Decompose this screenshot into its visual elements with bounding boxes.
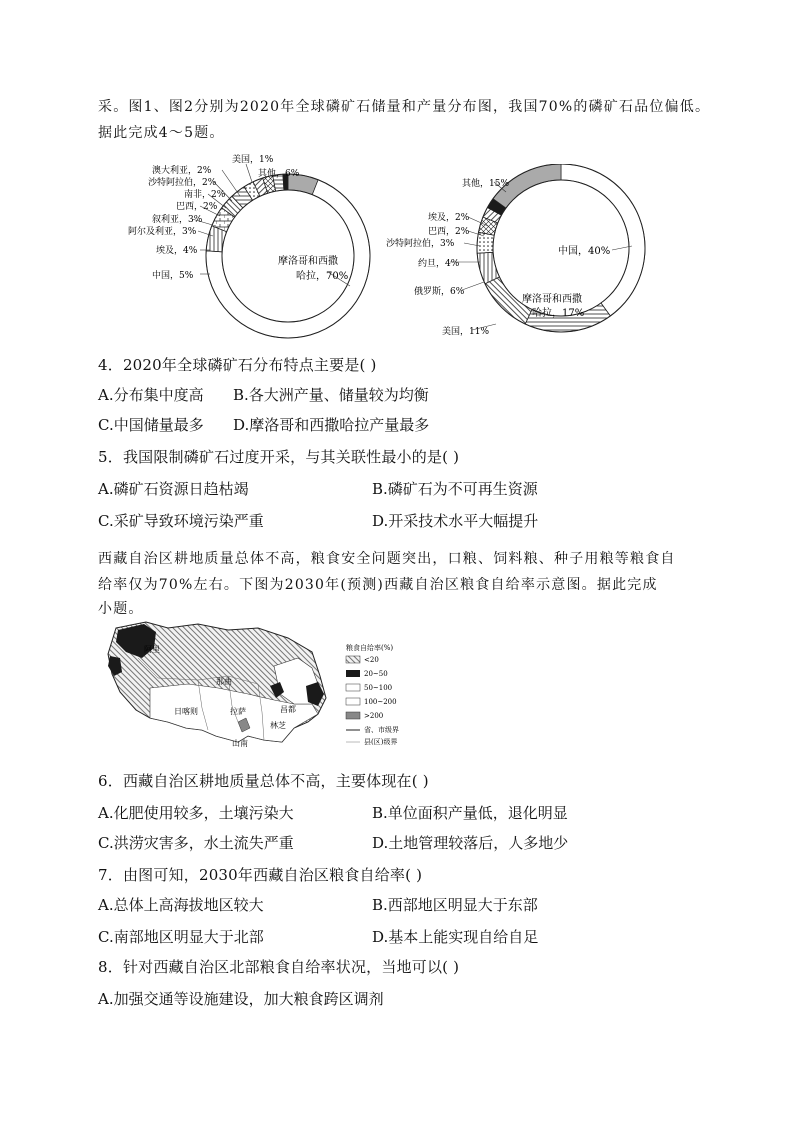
question-7-stem: 7．由图可知，2030年西藏自治区粮食自给率( )	[98, 866, 423, 884]
label-morocco-production-1: 摩洛哥和西撒	[522, 294, 582, 305]
q7-option-b[interactable]: B.西部地区明显大于东部	[372, 896, 538, 914]
q6-option-b[interactable]: B.单位面积产量低，退化明显	[372, 804, 568, 822]
intro-2-line-3: 小题。	[98, 601, 144, 617]
q5-option-a[interactable]: A.磷矿石资源日趋枯竭	[98, 480, 249, 498]
q5-option-b[interactable]: B.磷矿石为不可再生资源	[372, 480, 538, 498]
q7-option-c[interactable]: C.南部地区明显大于北部	[98, 928, 264, 946]
legend-swatch-lt20	[346, 656, 360, 663]
legend-province-border: 省、市级界	[364, 726, 399, 734]
q5-option-d[interactable]: D.开采技术水平大幅提升	[372, 512, 539, 530]
map-legend	[346, 643, 399, 746]
label-morocco-reserves-1: 摩洛哥和西撒	[278, 256, 338, 267]
label-brazil-production: 巴西，2%	[428, 227, 470, 237]
label-usa-reserves: 美国，1%	[232, 155, 274, 165]
q7-option-a[interactable]: A.总体上高海拔地区较大	[98, 896, 264, 914]
place-changdu: 昌都	[280, 705, 296, 714]
place-ali: 阿里	[144, 645, 160, 654]
legend-gt200: >200	[364, 712, 384, 720]
label-saudi-production: 沙特阿拉伯，3%	[386, 239, 455, 249]
label-usa-production: 美国，11%	[442, 327, 490, 337]
label-china-production: 中国，40%	[558, 246, 611, 257]
q4-option-c[interactable]: C.中国储量最多	[98, 416, 204, 434]
label-egypt-production: 埃及，2%	[428, 213, 470, 223]
q5-option-c[interactable]: C.采矿导致环境污染严重	[98, 512, 264, 530]
q6-option-a[interactable]: A.化肥使用较多，土壤污染大	[98, 804, 294, 822]
question-8-stem: 8．针对西藏自治区北部粮食自给率状况，当地可以( )	[98, 958, 460, 976]
label-egypt-reserves: 埃及，4%	[156, 246, 198, 256]
label-morocco-production-2: 哈拉，17%	[532, 308, 585, 319]
legend-20-50: 20~50	[364, 670, 388, 678]
intro-2-line-2: 给率仅为70%左右。下图为2030年(预测)西藏自治区粮食自给率示意图。据此完成	[98, 577, 658, 593]
place-lhasa: 拉萨	[230, 707, 246, 716]
q6-option-d[interactable]: D.土地管理较落后，人多地少	[372, 834, 569, 852]
question-4-stem: 4．2020年全球磷矿石分布特点主要是( )	[98, 356, 377, 374]
slice-约旦	[477, 232, 494, 253]
label-australia-reserves: 澳大利亚，2%	[152, 166, 212, 176]
label-china-reserves: 中国，5%	[152, 271, 194, 281]
intro-1-line-1: 采。图1、图2分别为2020年全球磷矿石储量和产量分布图，我国70%的磷矿石品位偏低。	[98, 99, 711, 115]
q4-option-a[interactable]: A.分布集中度高	[98, 386, 204, 404]
legend-swatch-20-50	[346, 670, 360, 677]
legend-title: 粮食自给率(%)	[346, 644, 394, 652]
legend-lt20: <20	[364, 656, 379, 664]
label-south-africa-reserves: 南非，2%	[184, 190, 226, 200]
label-syria-reserves: 叙利亚，3%	[152, 215, 203, 225]
map-region-west-dark	[108, 656, 122, 676]
label-jordan-production: 约旦，4%	[418, 259, 460, 269]
legend-swatch-gt200	[346, 712, 360, 719]
label-other-production: 其他，15%	[462, 179, 510, 189]
legend-county-border: 县(区)级界	[364, 738, 398, 746]
intro-1-line-2: 据此完成4～5题。	[98, 125, 225, 141]
label-other-reserves: 其他，6%	[258, 169, 300, 179]
intro-2-line-1: 西藏自治区耕地质量总体不高，粮食安全问题突出，口粮、饲料粮、种子用粮等粮食自	[98, 551, 676, 567]
tibet-food-self-sufficiency-map	[98, 618, 420, 758]
place-shigatse: 日喀则	[174, 707, 198, 716]
legend-swatch-50-100	[346, 684, 360, 691]
place-nyingchi: 林芝	[270, 721, 286, 730]
question-5-stem: 5．我国限制磷矿石过度开采，与其关联性最小的是( )	[98, 448, 460, 466]
place-naqu: 那曲	[216, 677, 232, 686]
label-saudi-reserves: 沙特阿拉伯，2%	[148, 178, 217, 188]
q4-option-d[interactable]: D.摩洛哥和西撒哈拉产量最多	[233, 416, 430, 434]
legend-swatch-100-200	[346, 698, 360, 705]
legend-100-200: 100~200	[364, 698, 397, 706]
production-donut-chart	[386, 164, 660, 346]
reserves-donut-chart	[128, 146, 390, 346]
label-brazil-reserves: 巴西，2%	[176, 202, 218, 212]
label-algeria-reserves: 阿尔及利亚，3%	[128, 227, 197, 237]
q8-option-a[interactable]: A.加强交通等设施建设，加大粮食跨区调剂	[98, 990, 384, 1008]
question-6-stem: 6．西藏自治区耕地质量总体不高，主要体现在( )	[98, 772, 429, 790]
label-morocco-reserves-2: 哈拉，70%	[296, 271, 349, 282]
place-shannan: 山南	[232, 739, 248, 748]
q6-option-c[interactable]: C.洪涝灾害多，水土流失严重	[98, 834, 294, 852]
q7-option-d[interactable]: D.基本上能实现自给自足	[372, 928, 539, 946]
label-russia-production: 俄罗斯，6%	[414, 287, 465, 297]
legend-50-100: 50~100	[364, 684, 393, 692]
q4-option-b[interactable]: B.各大洲产量、储量较为均衡	[233, 386, 429, 404]
